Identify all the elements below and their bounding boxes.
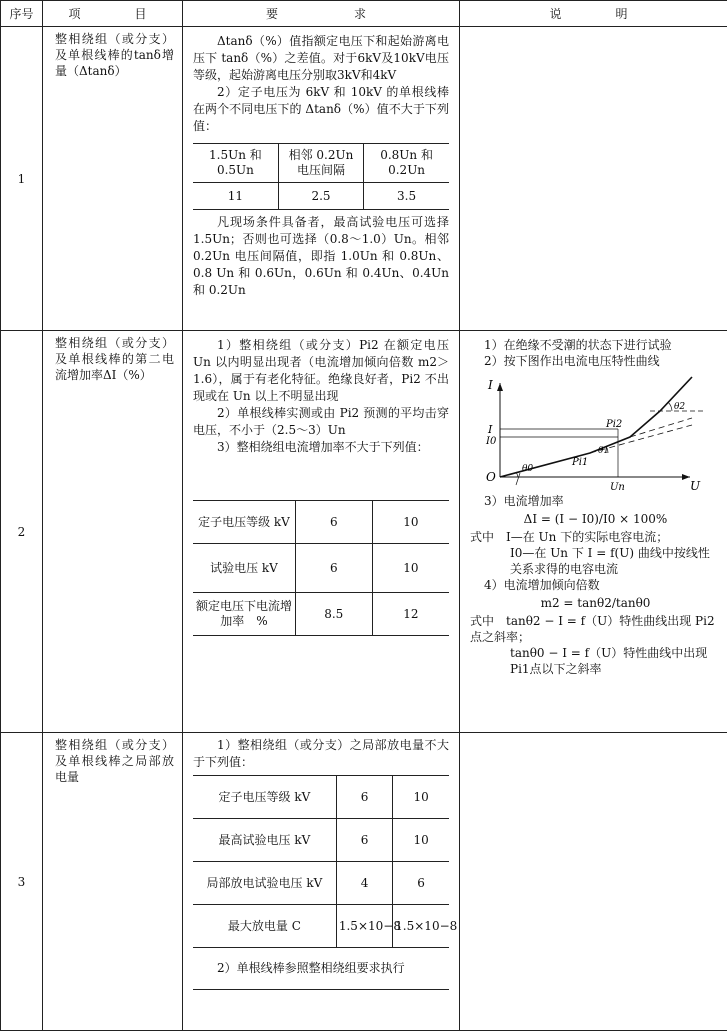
table-cell: 10	[372, 544, 449, 593]
table-cell: 3.5	[364, 183, 449, 210]
table-cell: 1.5×10−8	[393, 905, 449, 948]
row-requirements	[183, 27, 460, 331]
req-para: 2）定子电压为 6kV 和 10kV 的单根线棒在两个不同电压下的 Δtanδ（%）值不大于下列值：	[193, 85, 449, 133]
table-cell: 6	[393, 862, 449, 905]
axis-label-i: I	[488, 378, 493, 392]
row-item	[43, 27, 183, 331]
note-line: 式中 tanθ2 − I = f（U）特性曲线出现 Pi2点之斜率；	[470, 614, 715, 644]
req-para: 凡现场条件具备者，最高试验电压可选择 1.5Un；否则也可选择（0.8～1.0）Un。相邻 0.2Un 电压间隔值，即指 1.0Un 和 0.8Un、0.8 Un 和 0.6Un，0.6Un 和 0.4Un、0.4Un 和 0.2Un	[193, 215, 449, 297]
table-cell: 2.5	[278, 183, 363, 210]
row-requirements	[183, 733, 460, 1031]
row-notes	[460, 27, 727, 331]
table-header-cell: 相邻 0.2Un 电压间隔	[278, 144, 363, 183]
item-text: 整相绕组（或分支）及单根线棒的tanδ增量（Δtanδ）	[55, 32, 174, 78]
point-label-pi1: Pi1	[572, 457, 589, 468]
angle-label-theta0: θ0	[522, 464, 534, 474]
angle-label-theta2: θ2	[674, 402, 686, 412]
req-para: 3）整相绕组电流增加率不大于下列值：	[217, 440, 429, 454]
table-cell: 额定电压下电流增加率 %	[193, 593, 295, 636]
axis-label-i: I	[488, 423, 493, 436]
req-para: 1）整相绕组（或分支）Pi2 在额定电压 Un 以内明显出现者（电流增加倾向倍数 m2＞1.6），属于有老化特征。绝缘良好者，Pi2 不出现或在 Un 以上不明显出现	[193, 338, 449, 403]
table-row-3	[1, 733, 727, 1031]
note-line: 1）在绝缘不受潮的状态下进行试验	[484, 338, 672, 352]
req-para: 2）单根线棒实测或由 Pi2 预测的平均击穿电压，不小于（2.5～3）Un	[193, 406, 449, 437]
req-para: 2）单根线棒参照整相绕组要求执行	[193, 960, 449, 990]
table-header-cell: 0.8Un 和 0.2Un	[364, 144, 449, 183]
req-para: 1）整相绕组（或分支）之局部放电量不大于下列值：	[193, 738, 449, 769]
header-requirements: 要 求	[183, 1, 460, 27]
table-cell: 10	[393, 819, 449, 862]
table-cell: 6	[336, 819, 392, 862]
row-notes	[460, 331, 727, 733]
angle-label-theta1: θ1	[598, 446, 610, 456]
table-cell: 12	[372, 593, 449, 636]
note-line: 式中 I—在 Un 下的实际电容电流；	[470, 530, 669, 544]
row-seq: 3	[1, 733, 43, 1031]
formula-m2: m2 = tanθ2/tanθ0	[540, 596, 651, 610]
axis-label-u: U	[690, 479, 701, 491]
note-line: tanθ0 − I = f（U）特性曲线中出现 Pi1点以下之斜率	[510, 646, 708, 676]
note-line: I0—在 Un 下 I = f(U) 曲线中按线性关系求得的电容电流	[510, 546, 710, 576]
table-cell: 6	[295, 544, 372, 593]
table-header-cell: 1.5Un 和 0.5Un	[193, 144, 278, 183]
table-row-2	[1, 331, 727, 733]
table-cell: 8.5	[295, 593, 372, 636]
table-cell: 10	[372, 501, 449, 544]
table-cell: 10	[393, 776, 449, 819]
table-row-1	[1, 27, 727, 331]
partial-discharge-table	[193, 775, 458, 948]
table-cell: 试验电压 kV	[193, 544, 295, 593]
axis-label-i0: I0	[486, 436, 497, 447]
table-cell: 最大放电量 C	[193, 905, 336, 948]
table-cell: 最高试验电压 kV	[193, 819, 336, 862]
current-voltage-curve	[470, 373, 720, 491]
origin-label: O	[486, 470, 496, 484]
req-para: Δtanδ（%）值指额定电压下和起始游离电压下 tanδ（%）之差值。对于6kV及10kV电压等级，起始游离电压分别取3kV和4kV	[193, 34, 449, 82]
table-header-row	[1, 1, 727, 27]
note-line: 4）电流增加倾向倍数	[484, 578, 600, 592]
row-seq: 2	[1, 331, 43, 733]
current-increase-table	[193, 500, 449, 636]
formula-delta-i: ΔI = (I − I0)/I0 × 100%	[523, 512, 668, 526]
header-item: 项 目	[43, 1, 183, 27]
table-cell: 11	[193, 183, 278, 210]
table-cell: 局部放电试验电压 kV	[193, 862, 336, 905]
table-cell: 6	[295, 501, 372, 544]
item-text: 整相绕组（或分支）及单根线棒的第二电流增加率ΔI（%）	[55, 336, 174, 382]
note-line: 3）电流增加率	[484, 494, 564, 508]
note-line: 2）按下图作出电流电压特性曲线	[484, 354, 660, 368]
table-cell: 4	[336, 862, 392, 905]
table-cell: 定子电压等级 kV	[193, 501, 295, 544]
table-cell: 6	[336, 776, 392, 819]
row-seq: 1	[1, 27, 43, 331]
row-item	[43, 733, 183, 1031]
row-requirements	[183, 331, 460, 733]
header-notes: 说 明	[460, 1, 727, 27]
delta-tan-table	[193, 143, 449, 210]
item-text: 整相绕组（或分支）及单根线棒之局部放电量	[55, 738, 174, 784]
point-label-pi2: Pi2	[606, 419, 623, 430]
axis-label-un: Un	[610, 482, 625, 491]
row-notes	[460, 733, 727, 1031]
row-item	[43, 331, 183, 733]
table-cell: 1.5×10−8	[336, 905, 392, 948]
table-cell: 定子电压等级 kV	[193, 776, 336, 819]
header-seq: 序号	[1, 1, 43, 27]
